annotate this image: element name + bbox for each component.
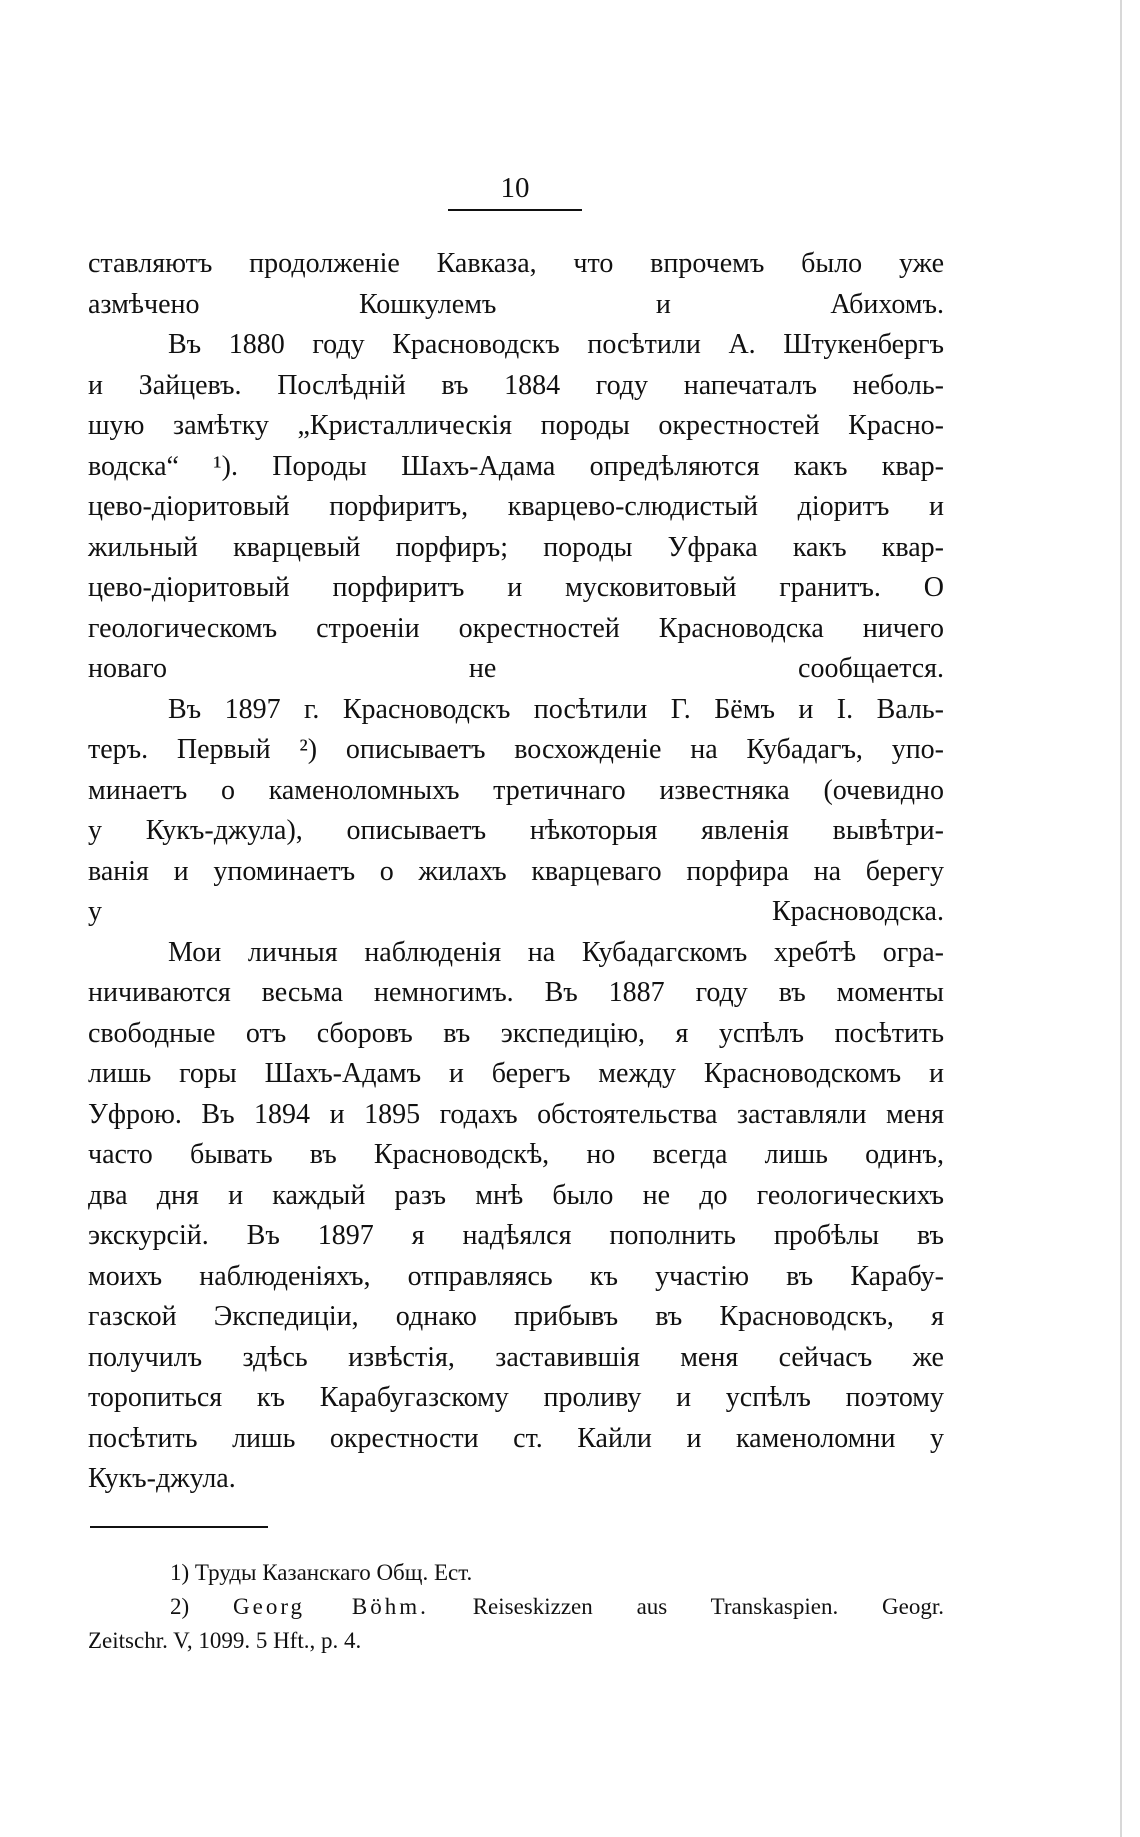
body-text (88, 244, 944, 1500)
page-number-rule (448, 209, 582, 211)
text-line: шую замѣтку „Кристаллическія породы окрестностей Красно- (88, 410, 944, 441)
text-line: цево-діоритовый порфиритъ и мусковитовый гранитъ. О (88, 572, 944, 603)
text-line: геологическомъ строеніи окрестностей Красноводска ничего (88, 612, 944, 644)
paragraph-3 (88, 690, 944, 933)
text-line: ванія и упоминаетъ о жилахъ кварцеваго порфира на берегу (88, 855, 944, 887)
text-line: газской Экспедиціи, однако прибывъ въ Красноводскъ, я (88, 1301, 944, 1332)
text-line: ставляютъ продолженіе Кавказа, что впрочемъ было уже (88, 248, 944, 279)
footnote-2-author: Georg Böhm. (233, 1594, 429, 1619)
text-line: Кукъ-джула. (88, 1463, 236, 1494)
footnote-2-number: 2) (170, 1594, 190, 1619)
text-line: часто бывать въ Красноводскѣ, но всегда лишь одинъ, (88, 1139, 944, 1170)
text-line: два дня и каждый разъ мнѣ было не до геологическихъ (88, 1179, 944, 1211)
page-number: 10 (500, 172, 530, 204)
paragraph-2 (88, 325, 944, 690)
text-line: посѣтить лишь окрестности ст. Кайли и каменоломни у (88, 1422, 944, 1454)
text-line: азмѣчено Кошкулемъ и Абихомъ. (88, 288, 944, 320)
text-line: у Красноводска. (88, 896, 944, 927)
paragraph-1 (88, 244, 944, 325)
text-line: торопиться къ Карабугазскому проливу и успѣлъ поэтому (88, 1382, 944, 1413)
paragraph-4 (88, 933, 944, 1500)
text-line: Мои личныя наблюденія на Кубадагскомъ хребтѣ огра- (168, 936, 944, 968)
footnote-2-continuation: Zeitschr. V, 1099. 5 Hft., p. 4. (88, 1628, 362, 1653)
footnote-2-title: Reiseskizzen aus Transkaspien. Geogr. (472, 1594, 945, 1619)
text-line: Въ 1880 году Красноводскъ посѣтили А. Штукенбергъ (168, 329, 944, 360)
footnotes (88, 1556, 944, 1658)
footnote-1: 1) Труды Казанскаго Общ. Ест. (170, 1560, 473, 1585)
text-line: лишь горы Шахъ-Адамъ и берегъ между Красноводскомъ и (88, 1058, 944, 1089)
text-line: теръ. Первый ²) описываетъ восхожденіе на Кубадагъ, упо- (88, 734, 944, 765)
text-line: у Кукъ-джула), описываетъ нѣкоторыя явленія вывѣтри- (88, 815, 944, 846)
text-line: экскурсій. Въ 1897 я надѣялся пополнить пробѣлы въ (88, 1220, 944, 1251)
text-line: новаго не сообщается. (88, 653, 944, 684)
footnote-rule (90, 1526, 268, 1528)
text-line: ничиваются весьма немногимъ. Въ 1887 году въ моменты (88, 977, 944, 1008)
text-line: минаетъ о каменоломныхъ третичнаго известняка (очевидно (88, 774, 944, 806)
text-line: получилъ здѣсь извѣстія, заставившія меня сейчасъ же (88, 1341, 944, 1373)
text-line: цево-діоритовый порфиритъ, кварцево-слюдистый діоритъ и (88, 491, 944, 522)
text-line: моихъ наблюденіяхъ, отправляясь къ участію въ Карабу- (88, 1260, 944, 1292)
text-line: водска“ ¹). Породы Шахъ-Адама опредѣляются какъ квар- (88, 450, 944, 482)
text-line: и Зайцевъ. Послѣдній въ 1884 году напечаталъ неболь- (88, 369, 944, 401)
text-line: свободные отъ сборовъ въ экспедицію, я успѣлъ посѣтить (88, 1017, 944, 1049)
text-line: Уфрою. Въ 1894 и 1895 годахъ обстоятельства заставляли меня (88, 1098, 944, 1130)
footnote-2 (88, 1590, 944, 1624)
text-line: Въ 1897 г. Красноводскъ посѣтили Г. Бёмъ и І. Валь- (168, 693, 944, 725)
text-line: жильный кварцевый порфиръ; породы Уфрака какъ квар- (88, 531, 944, 563)
scan-edge (1120, 0, 1122, 1837)
